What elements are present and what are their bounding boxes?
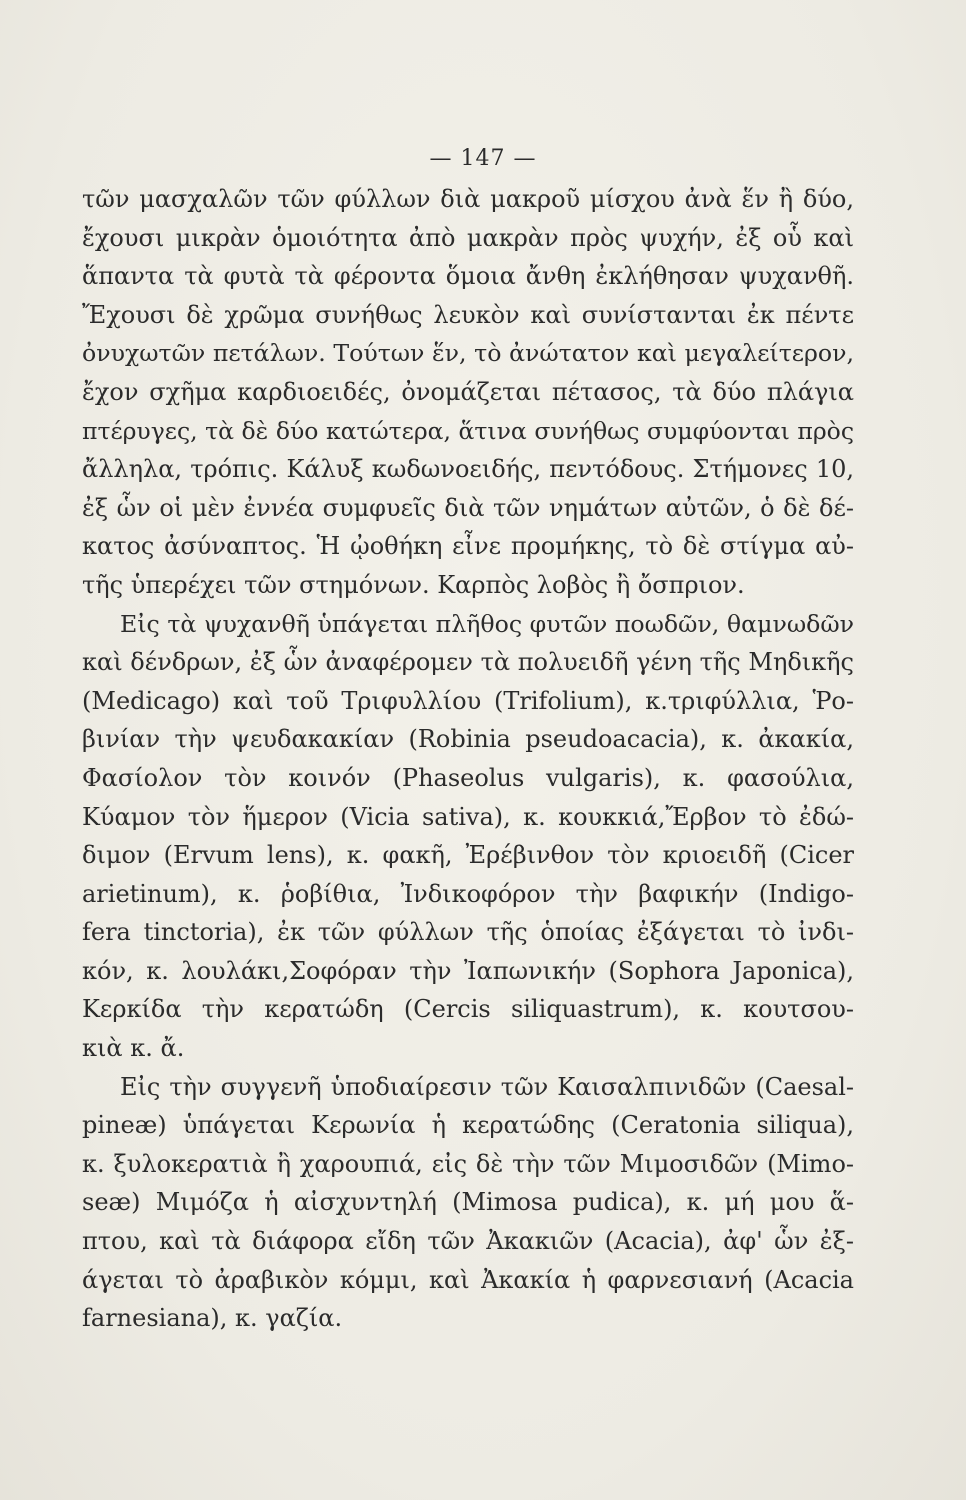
page-number: — 147 — (429, 146, 537, 171)
text-line: ἐξ ὧν οἱ μὲν ἐννέα συμφυεῖς διὰ τῶν νημάτων αὐτῶν, ὁ δὲ δέ- (82, 493, 854, 522)
text-line: Κερκίδα τὴν κερατώδη (Cercis siliquastrum), κ. κουτσου- (82, 995, 854, 1024)
text-line: κατος ἀσύναπτος. Ἡ ᾠοθήκη εἶνε προμήκης, τὸ δὲ στίγμα αὐ- (82, 532, 854, 561)
text-line: Εἰς τὰ ψυχανθῆ ὑπάγεται πλῆθος φυτῶν ποωδῶν, θαμνωδῶν (120, 609, 854, 638)
text-line: Φασίολον τὸν κοινόν (Phaseolus vulgaris), κ. φασούλια, (82, 763, 854, 792)
text-line: arietinum), κ. ῥοβίθια, Ἰνδικοφόρον τὴν βαφικήν (Indigo- (82, 879, 854, 908)
text-line: πτου, καὶ τὰ διάφορα εἴδη τῶν Ἀκακιῶν (Acacia), ἀφ' ὧν ἐξ- (82, 1227, 854, 1256)
text-line: άγεται τὸ ἀραβικὸν κόμμι, καὶ Ἀκακία ἡ φαρνεσιανή (Acacia (82, 1265, 854, 1294)
text-line: πτέρυγες, τὰ δὲ δύο κατώτερα, ἅτινα συνήθως συμφύονται πρὸς (82, 416, 854, 445)
text-line: κ. ξυλοκερατιὰ ἢ χαρουπιά, εἰς δὲ τὴν τῶν Μιμοσιδῶν (Mimo- (82, 1149, 854, 1178)
text-line: fera tinctoria), ἐκ τῶν φύλλων τῆς ὁποίας ἐξάγεται τὸ ἰνδι- (82, 918, 854, 947)
body-text (82, 180, 854, 1338)
text-line: καὶ δένδρων, ἐξ ὧν ἀναφέρομεν τὰ πολυειδῆ γένη τῆς Μηδικῆς (82, 648, 854, 677)
text-line: ἄλληλα, τρόπις. Κάλυξ κωδωνοειδής, πεντόδους. Στήμονες 10, (82, 455, 854, 484)
text-line: ἔχουσι μικρὰν ὁμοιότητα ἀπὸ μακρὰν πρὸς ψυχήν, ἐξ οὗ καὶ (82, 223, 854, 252)
text-line: ἅπαντα τὰ φυτὰ τὰ φέροντα ὅμοια ἄνθη ἐκλήθησαν ψυχανθῆ. (82, 262, 854, 291)
text-line: διμον (Ervum lens), κ. φακῆ, Ἐρέβινθον τὸν κριοειδῆ (Cicer (82, 841, 854, 870)
text-line: κιὰ κ. ἄ. (82, 1034, 185, 1063)
text-line: τῶν μασχαλῶν τῶν φύλλων διὰ μακροῦ μίσχου ἀνὰ ἕν ἢ δύο, (82, 185, 854, 213)
text-line: seæ) Μιμόζα ἡ αἰσχυντηλή (Mimosa pudica), κ. μή μου ἅ- (82, 1188, 854, 1217)
text-line: ὀνυχωτῶν πετάλων. Τούτων ἕν, τὸ ἀνώτατον καὶ μεγαλείτερον, (82, 339, 854, 368)
text-line: κόν, κ. λουλάκι,Σοφόραν τὴν Ἰαπωνικήν (Sophora Japonica), (82, 956, 854, 985)
text-line: pineæ) ὑπάγεται Κερωνία ἡ κερατώδης (Ceratonia siliqua), (82, 1111, 854, 1140)
text-line: ἔχον σχῆμα καρδιοειδές, ὀνομάζεται πέτασος, τὰ δύο πλάγια (82, 377, 854, 406)
text-line: Ἔχουσι δὲ χρῶμα συνήθως λευκὸν καὶ συνίστανται ἐκ πέντε (82, 300, 854, 329)
text-line: βινίαν τὴν ψευδακακίαν (Robinia pseudoacacia), κ. ἀκακία, (82, 725, 854, 754)
text-line: τῆς ὑπερέχει τῶν στημόνων. Καρπὸς λοβὸς ἢ ὄσπριον. (82, 570, 745, 599)
text-line: Εἰς τὴν συγγενῆ ὑποδιαίρεσιν τῶν Καισαλπινιδῶν (Caesal- (120, 1072, 854, 1101)
text-line: farnesiana), κ. γαζία. (82, 1304, 343, 1333)
text-line: (Medicago) καὶ τοῦ Τριφυλλίου (Trifolium), κ.τριφύλλια, Ῥο- (82, 686, 854, 715)
text-line: Κύαμον τὸν ἥμερον (Vicia sativa), κ. κουκκιά,Ἔρβον τὸ ἐδώ- (82, 802, 854, 831)
